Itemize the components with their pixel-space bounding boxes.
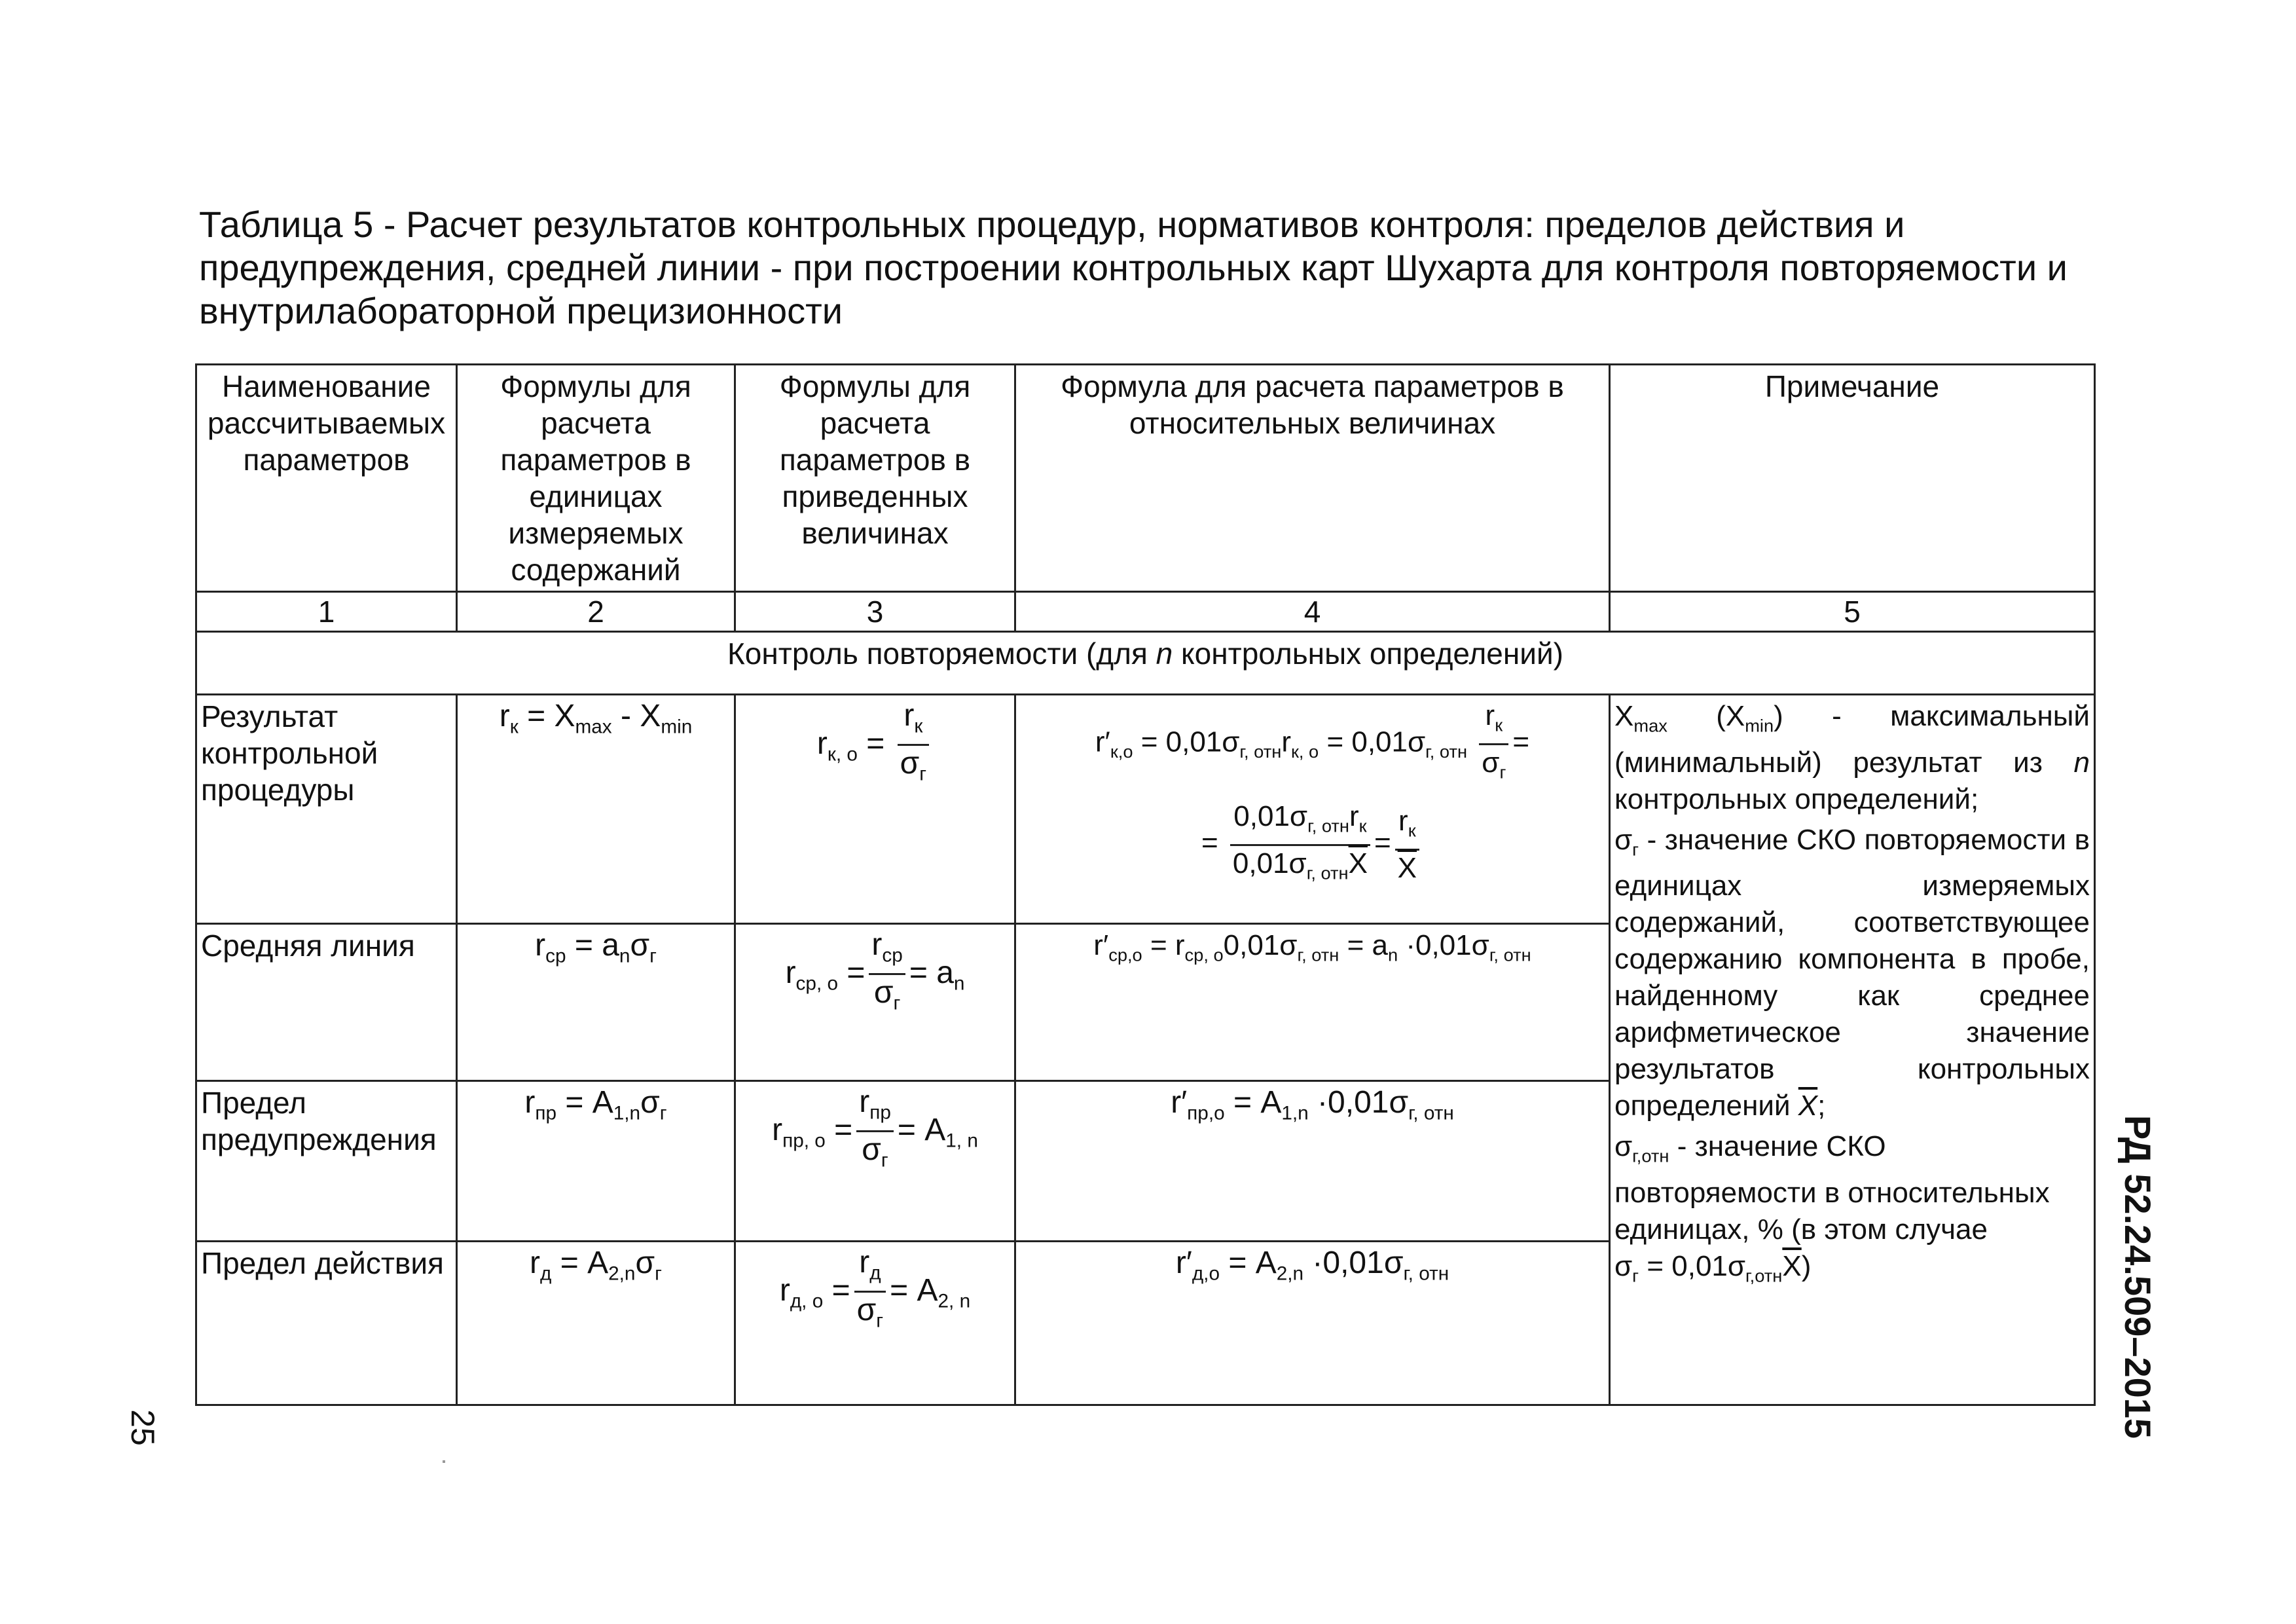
row-name: Предел предупреждения bbox=[196, 1081, 457, 1242]
control-procedures-table bbox=[195, 363, 2096, 1406]
note-paragraph-2: $\sigma_г$ - значение СКО повторяемости в единицах измеряемых содержаний, соответствующее содержанию компонента в пробе, найденному как среднее арифметическое значение результатов контрольных определений $\overline{X}$; bbox=[1614, 823, 2090, 1122]
row-name: Предел действия bbox=[196, 1242, 457, 1405]
table-row bbox=[196, 695, 2095, 924]
column-number-2: 2 bbox=[457, 592, 735, 632]
formula-relative: $r'_{пр,о} = A_{1,n} \cdot 0,01\sigma_{г, отн}$ bbox=[1015, 1081, 1610, 1242]
header-row bbox=[196, 365, 2095, 592]
header-col-3: Формулы для расчета параметров в приведенных величинах bbox=[735, 365, 1015, 592]
note-cell bbox=[1610, 695, 2095, 1405]
document-code: РД 52.24.509–2015 bbox=[2117, 1115, 2159, 1439]
formula-relative: $r'_{д,о} = A_{2,n} \cdot 0,01\sigma_{г, отн}$ bbox=[1015, 1242, 1610, 1405]
formula-absolute: $r_{пр} = A_{1,n}\sigma_г$ bbox=[457, 1081, 735, 1242]
formula-relative: $r'_{к,о} = 0,01\sigma_{г, отн}r_{к, о} = 0,01\sigma_{г, отн}$ $\frac{r_к}{\sigma_г}$ = = $\frac{0,01\sigma_{г, отн}r_к}{0,01\sigma_{г, отн}\overline{X}}$ = $\frac{r_к}{X}$ bbox=[1015, 695, 1610, 924]
header-col-1: Наименование рассчитываемых параметров bbox=[196, 365, 457, 592]
header-col-4: Формула для расчета параметров в относительных величинах bbox=[1015, 365, 1610, 592]
caption-line-3: внутрилабораторной прецизионности bbox=[199, 290, 843, 331]
formula-reduced: $r_{пр, о}$ = $\frac{r_{пр}}{\sigma_г}$ = $A_{1, n}$ bbox=[735, 1081, 1015, 1242]
header-col-2: Формулы для расчета параметров в единицах измеряемых содержаний bbox=[457, 365, 735, 592]
row-name: Результат контрольной процедуры bbox=[196, 695, 457, 924]
formula-absolute: $r_д = A_{2,n}\sigma_г$ bbox=[457, 1242, 735, 1405]
formula-absolute: $r_к = X_{max} - X_{min}$ bbox=[457, 695, 735, 924]
caption-line-1: Таблица 5 - Расчет результатов контрольных процедур, нормативов контроля: пределов действия и bbox=[199, 204, 1905, 245]
table-caption bbox=[199, 203, 2105, 333]
section-title: Контроль повторяемости (для n контрольных определений) bbox=[196, 632, 2095, 695]
formula-reduced: $r_{ср, о}$ = $\frac{r_{ср}}{\sigma_г}$ = $a_n$ bbox=[735, 924, 1015, 1081]
column-number-3: 3 bbox=[735, 592, 1015, 632]
column-number-5: 5 bbox=[1610, 592, 2095, 632]
page-number: 25 bbox=[124, 1409, 161, 1446]
formula-relative: $r'_{ср,о} = r_{ср, о}0,01\sigma_{г, отн} = a_n \cdot 0,01\sigma_{г, отн}$ bbox=[1015, 924, 1610, 1081]
row-name: Средняя линия bbox=[196, 924, 457, 1081]
formula-absolute: $r_{ср} = a_n\sigma_г$ bbox=[457, 924, 735, 1081]
header-col-5: Примечание bbox=[1610, 365, 2095, 592]
column-number-row bbox=[196, 592, 2095, 632]
column-number-4: 4 bbox=[1015, 592, 1610, 632]
scan-speck bbox=[443, 1460, 445, 1463]
formula-reduced: $r_{д, о}$ = $\frac{r_д}{\sigma_г}$ = $A_{2, n}$ bbox=[735, 1242, 1015, 1405]
column-number-1: 1 bbox=[196, 592, 457, 632]
note-paragraph-1: $X_{max}$ $(X_{min})$ - максимальный (минимальный) результат из n контрольных определений; bbox=[1614, 700, 2090, 815]
section-row bbox=[196, 632, 2095, 695]
note-paragraph-3: $\sigma_{г,отн}$ - значение СКО повторяемости в относительных единицах, % (в этом случае $\sigma_г = 0,01\sigma_{г,отн}\overline{X}$) bbox=[1614, 1130, 2050, 1286]
caption-line-2: предупреждения, средней линии - при построении контрольных карт Шухарта для контроля повторяемости и bbox=[199, 247, 2068, 288]
formula-reduced: $r_{к, о}$ = $\frac{r_к}{\sigma_г}$ bbox=[735, 695, 1015, 924]
